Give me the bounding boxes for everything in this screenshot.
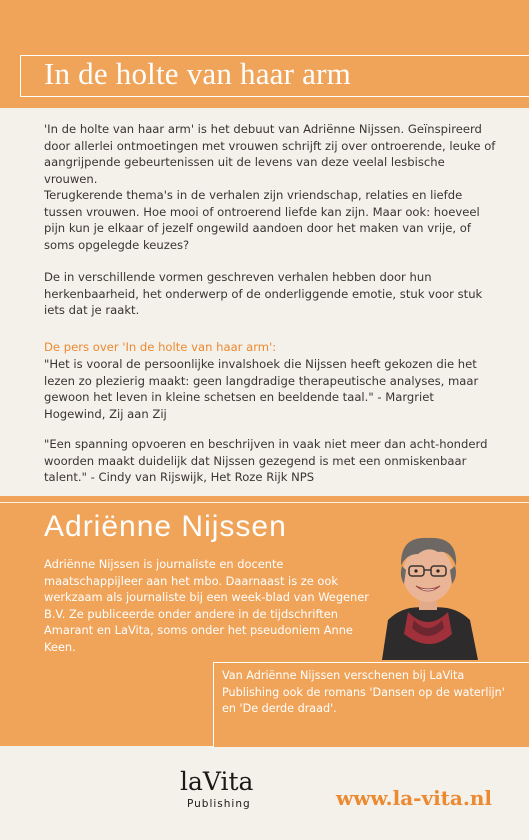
author-bio: Adriënne Nijssen is journaliste en docente maatschappijleer aan het mbo. Daarnaast is ze ook werkzaam als journaliste bij een week-blad van Wegener B.V. Ze publiceerde onder andere in de tijdschriften Amarant en LaVita, soms onder het pseudoniem Anne Keen. bbox=[44, 557, 369, 654]
press-quote-2: "Een spanning opvoeren en beschrijven in vaak niet meer dan acht-honderd woorden maakt duidelijk dat Nijssen gezegend is met een onmiskenbaar talent." - Cindy van Rijswijk, Het Roze Rijk NPS bbox=[44, 437, 488, 484]
publisher-logo bbox=[180, 768, 310, 828]
description-paragraph-3: De in verschillende vormen geschreven verhalen hebben door hun herkenbaarheid, het onderwerp of de onderliggende emotie, stuk voor stuk iets dat je raakt. bbox=[44, 270, 483, 317]
logo-subtitle: Publishing bbox=[187, 798, 251, 810]
other-books-text: Van Adriënne Nijssen verschenen bij LaVita Publishing ook de romans 'Dansen op de waterlijn' en 'De derde draad'. bbox=[222, 669, 505, 715]
press-quote-1: "Het is vooral de persoonlijke invalshoek die Nijssen heeft gekozen die het lezen zo plezierig maakt: geen langdradige therapeutische analyses, maar gewoon het leven in kleine schetsen en beeldende taal." - Margriet Hogewind, Zij aan Zij bbox=[44, 357, 479, 421]
description-paragraph-2: Terugkerende thema's in de verhalen zijn vriendschap, relaties en liefde tussen vrouwen. Hoe mooi of ontroerend liefde kan zijn. Maar ook: hoeveel pijn kun je elkaar of jezelf ongewild aandoen door het maken van vrije, of soms opgelegde keuzes? bbox=[44, 188, 480, 252]
logo-wordmark: laVita bbox=[180, 767, 254, 796]
description-paragraph-1: 'In de holte van haar arm' is het debuut van Adriënne Nijssen. Geïnspireerd door allerlei ontmoetingen met vrouwen schrijft zij over ontroerende, leuke of aangrijpende gebeurtenissen uit de levens van deze veelal lesbische vrouwen. bbox=[44, 122, 496, 186]
publisher-website: www.la-vita.nl bbox=[336, 786, 492, 810]
press-heading: De pers over 'In de holte van haar arm': bbox=[44, 340, 277, 354]
author-name: Adriënne Nijssen bbox=[44, 510, 287, 543]
book-title: In de holte van haar arm bbox=[44, 56, 351, 91]
author-photo bbox=[374, 508, 482, 660]
